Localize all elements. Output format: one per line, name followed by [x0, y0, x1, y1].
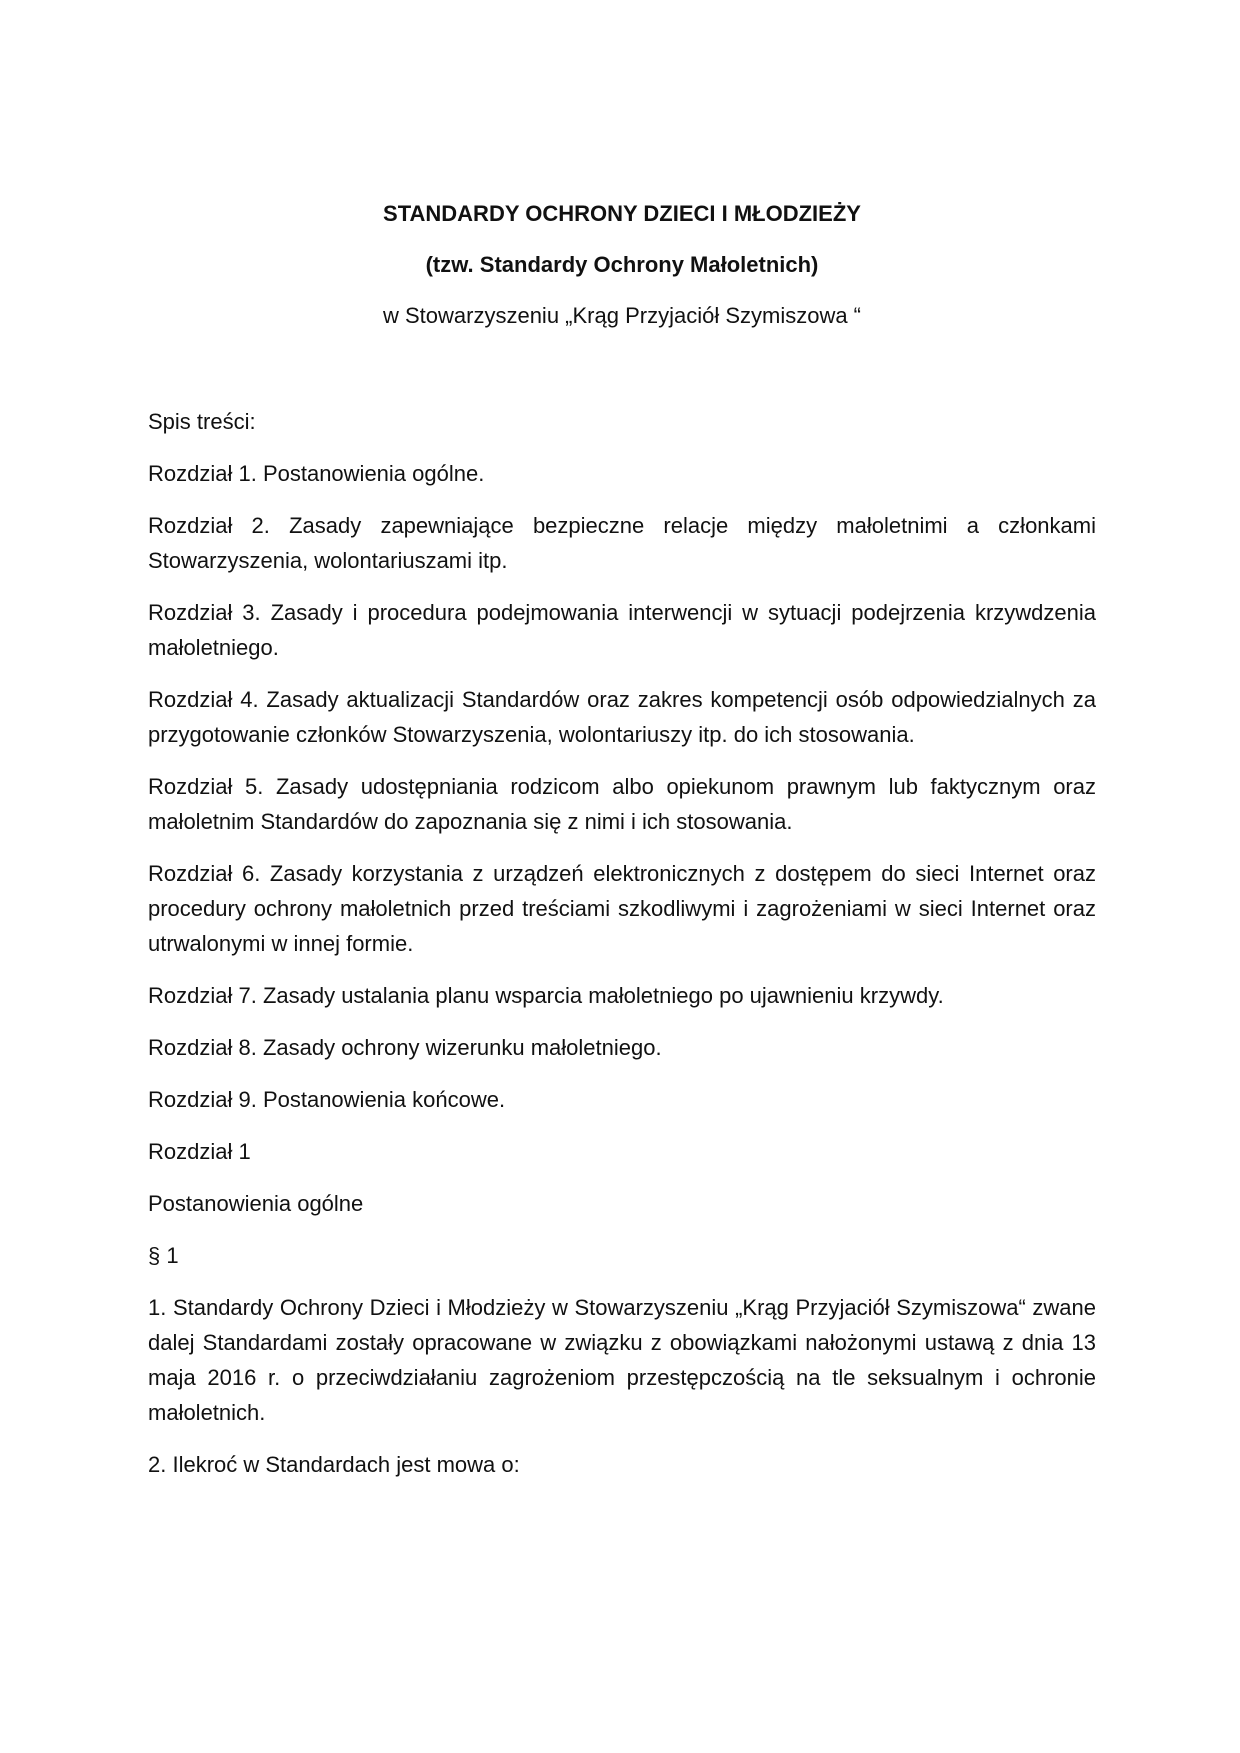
document-subtitle: w Stowarzyszeniu „Krąg Przyjaciół Szymiszowa “	[382, 303, 862, 328]
toc-item: Rozdział 1. Postanowienia ogólne.	[148, 461, 485, 486]
toc-heading: Spis treści:	[148, 409, 256, 434]
toc-item: Rozdział 9. Postanowienia końcowe.	[148, 1087, 506, 1112]
toc-item: Rozdział 3. Zasady i procedura podejmowania interwencji w sytuacji podejrzenia krzywdzenia małoletniego.	[148, 600, 1096, 660]
document-title: STANDARDY OCHRONY DZIECI I MŁODZIEŻY	[383, 201, 861, 226]
document-subtitle-bold: (tzw. Standardy Ochrony Małoletnich)	[425, 252, 819, 277]
chapter-label: Rozdział 1	[148, 1139, 251, 1164]
toc-item: Rozdział 6. Zasady korzystania z urządzeń elektronicznych z dostępem do sieci Internet oraz procedury ochrony małoletnich przed treściami szkodliwymi i zagrożeniami w sieci Internet oraz utrwalonymi w innej formie.	[148, 861, 1096, 956]
toc-item: Rozdział 7. Zasady ustalania planu wsparcia małoletniego po ujawnieniu krzywdy.	[148, 983, 944, 1008]
toc-item: Rozdział 5. Zasady udostępniania rodzicom albo opiekunom prawnym lub faktycznym oraz małoletnim Standardów do zapoznania się z nimi i ich stosowania.	[148, 774, 1096, 834]
paragraph: 1. Standardy Ochrony Dzieci i Młodzieży w Stowarzyszeniu „Krąg Przyjaciół Szymiszowa“ zwane dalej Standardami zostały opracowane w związku z obowiązkami nałożonymi ustawą z dnia 13 maja 2016 r. o przeciwdziałaniu zagrożeniom przestępczością na tle seksualnym i ochronie małoletnich.	[148, 1295, 1096, 1425]
toc-item: Rozdział 8. Zasady ochrony wizerunku małoletniego.	[148, 1035, 662, 1060]
chapter-title: Postanowienia ogólne	[148, 1191, 364, 1216]
toc-item: Rozdział 4. Zasady aktualizacji Standardów oraz zakres kompetencji osób odpowiedzialnych za przygotowanie członków Stowarzyszenia, wolontariuszy itp. do ich stosowania.	[148, 687, 1096, 747]
section-mark: § 1	[148, 1243, 179, 1268]
document-content	[148, 196, 1096, 1499]
toc-item: Rozdział 2. Zasady zapewniające bezpieczne relacje między małoletnimi a członkami Stowarzyszenia, wolontariuszami itp.	[148, 513, 1096, 573]
paragraph: 2. Ilekroć w Standardach jest mowa o:	[148, 1452, 520, 1477]
